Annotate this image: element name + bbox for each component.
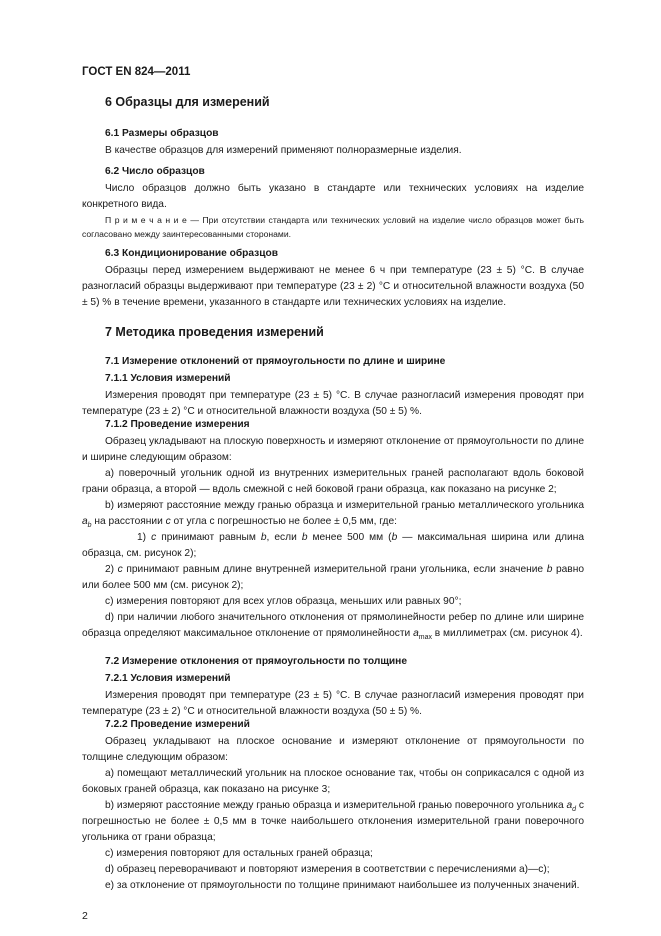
note xyxy=(82,213,584,241)
section-7-1-1-title: 7.1.1 Условия измерений xyxy=(105,373,231,384)
section-6-1-title: 6.1 Размеры образцов xyxy=(105,128,219,139)
list-item-a: а) поверочный угольник одной из внутренних измерительных граней располагают вдоль боковой грани образца, а второй — вдоль смежной с ней боковой грани образца, как показано на рисунке 2; xyxy=(82,468,584,495)
section-7-2-2-title: 7.2.2 Проведение измерений xyxy=(105,719,250,730)
sub-item-1-text-4: — максимальная ширина или длина образца, см. рисунок 2); xyxy=(82,532,584,559)
list-item-b xyxy=(82,798,584,846)
section-7-1-2-intro: Образец укладывают на плоскую поверхность и измеряют отклонение от прямоугольности по длине и ширине следующим образом: xyxy=(82,436,584,463)
var-b: b xyxy=(391,532,398,543)
section-7-2-1-title: 7.2.1 Условия измерений xyxy=(105,673,231,684)
document-header: ГОСТ EN 824—2011 xyxy=(82,66,191,78)
list-item-b-text-3: от угла с погрешностью не более ± 0,5 мм, где: xyxy=(170,516,397,527)
list-item-c: c) измерения повторяют для остальных граней образца; xyxy=(105,848,373,859)
section-7-1-1-text: Измерения проводят при температуре (23 ± 5) °С. В случае разногласий измерения проводят при температуре (23 ± 2) °С и относительной влажности воздуха (50 ± 5) %. xyxy=(82,390,584,417)
var-c: c xyxy=(165,516,171,527)
sub-b: b xyxy=(87,522,92,530)
var-a: a xyxy=(566,800,573,811)
page-number: 2 xyxy=(82,910,88,922)
list-item-d-text: d) при наличии любого значительного отклонения от прямолинейности ребер по длине или ширине образца определяют максимальное отклонение от прямолинейности xyxy=(82,612,584,639)
var-b: b xyxy=(301,532,308,543)
sub-d: d xyxy=(572,806,577,814)
list-item-c: c) измерения повторяют для всех углов образца, меньших или равных 90°; xyxy=(105,596,462,607)
var-c: c xyxy=(117,564,123,575)
list-item-b-text-2: с погрешностью не более ± 0,5 мм в точке наибольшего отклонения измерительной грани поверочного угольника от грани образца; xyxy=(82,800,584,843)
sub-item-2-text: принимают равным длине внутренней измерительной грани угольника, если значение xyxy=(122,564,547,575)
section-6-2-title: 6.2 Число образцов xyxy=(105,166,205,177)
list-item-e: e) за отклонение от прямоугольности по толщине принимают наибольшее из полученных значений. xyxy=(105,880,580,891)
sub-item-1-text: принимают равным xyxy=(156,532,261,543)
list-item-b xyxy=(82,498,584,530)
var-b: b xyxy=(260,532,267,543)
var-c: c xyxy=(151,532,157,543)
sub-item-1-num: 1) xyxy=(137,532,152,543)
list-item-d-text-2: в миллиметрах (см. рисунок 4). xyxy=(431,628,583,639)
list-item-b-text-2: на расстоянии xyxy=(91,516,166,527)
var-b: b xyxy=(546,564,553,575)
section-6-3-text: Образцы перед измерением выдерживают не менее 6 ч при температуре (23 ± 5) °С. В случае разногласий образцы выдерживают при температуре (23 ± 2) °С и относительной влажности воздуха (50 ± 5) % в течение времени, указанного в стандарте или технических условиях на изделие. xyxy=(82,265,584,308)
note-text: — При отсутствии стандарта или технических условий на изделие число образцов может быть согласовано между заинтересованными сторонами. xyxy=(82,215,585,239)
section-6-3-title: 6.3 Кондиционирование образцов xyxy=(105,248,278,259)
var-a: a xyxy=(413,628,419,639)
sub-max: max xyxy=(418,634,432,642)
list-item-d xyxy=(82,610,584,642)
sub-item-1 xyxy=(82,530,584,562)
sub-item-2-text-2: равно или более 500 мм (см. рисунок 2); xyxy=(82,564,584,591)
section-6-1-text: В качестве образцов для измерений применяют полноразмерные изделия. xyxy=(105,145,462,156)
sub-item-1-text-2: , если xyxy=(266,532,302,543)
sub-item-2-num: 2) xyxy=(105,564,118,575)
section-7-1-2-title: 7.1.2 Проведение измерения xyxy=(105,419,250,430)
section-6-2-text: Число образцов должно быть указано в стандарте или технических условиях на изделие конкретного вида. xyxy=(82,183,584,210)
section-7-2-2-intro: Образец укладывают на плоское основание и измеряют отклонение от прямоугольности по толщине следующим образом: xyxy=(82,736,584,763)
section-6-title: 6 Образцы для измерений xyxy=(105,95,270,109)
list-item-d: d) образец переворачивают и повторяют измерения в соответствии с перечислениями а)—c); xyxy=(105,864,550,875)
list-item-b-text: b) измеряют расстояние между гранью образца и измерительной гранью металлического угольника xyxy=(105,500,584,511)
section-7-2-1-text: Измерения проводят при температуре (23 ± 5) °С. В случае разногласий измерения проводят при температуре (23 ± 2) °С и относительной влажности воздуха (50 ± 5) %. xyxy=(82,690,584,717)
list-item-a: а) помещают металлический угольник на плоское основание так, чтобы он соприкасался с одной из боковых граней образца, как показано на рисунке 3; xyxy=(82,768,584,795)
list-item-b-text: b) измеряют расстояние между гранью образца и измерительной гранью поверочного угольника xyxy=(105,800,567,811)
note-label: П р и м е ч а н и е xyxy=(105,215,187,225)
section-7-1-title: 7.1 Измерение отклонений от прямоугольности по длине и ширине xyxy=(105,356,446,367)
section-7-2-title: 7.2 Измерение отклонения от прямоугольности по толщине xyxy=(105,656,407,667)
section-7-title: 7 Методика проведения измерений xyxy=(105,325,324,339)
sub-item-1-text-3: менее 500 мм ( xyxy=(307,532,392,543)
var-a: a xyxy=(82,516,88,527)
sub-item-2 xyxy=(82,562,584,594)
